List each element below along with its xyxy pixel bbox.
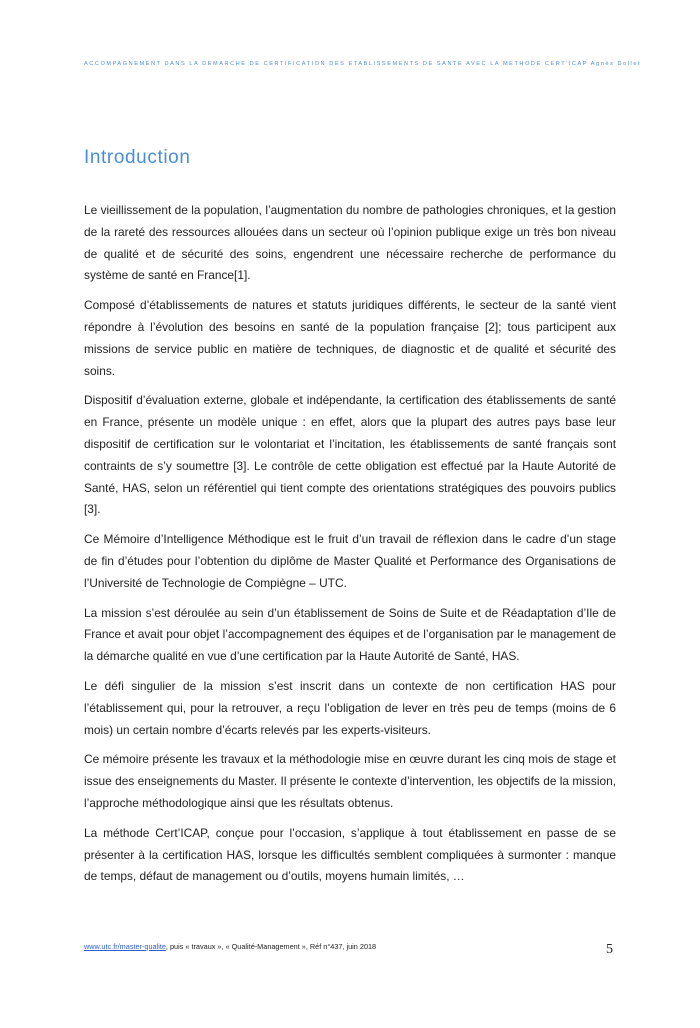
paragraph-1: Le vieillissement de la population, l’augmentation du nombre de pathologies chroniques, et la gestion de la rareté des ressources allouées dans un secteur où l’opinion publique exige un très bon niveau de qualité et de sécurité des soins, engendrent une nécessaire recherche de performance du système de santé en France[1]. bbox=[84, 203, 616, 283]
section-title: Introduction bbox=[84, 147, 191, 168]
paragraph-7: Ce mémoire présente les travaux et la méthodologie mise en œuvre durant les cinq mois de stage et issue des enseignements du Master. Il présente le contexte d’intervention, les objectifs de la mission, l’approche méthodologique ainsi que les résultats obtenus. bbox=[84, 752, 616, 810]
footer-citation-text: , puis « travaux », « Qualité-Management », Réf n°437, juin 2018 bbox=[165, 942, 377, 951]
paragraph-3: Dispositif d’évaluation externe, globale et indépendante, la certification des établissements de santé en France, présente un modèle unique : en effet, alors que la plupart des autres pays base leur dispositif de certification sur le volontariat et l’incitation, les établissements de santé français sont contraints de s’y soumettre [3]. Le contrôle de cette obligation est effectué par la Haute Autorité de Santé, HAS, selon un référentiel qui tient compte des orientations stratégiques des pouvoirs publics [3]. bbox=[84, 393, 616, 517]
page-number: 5 bbox=[606, 942, 613, 957]
paragraph-4: Ce Mémoire d’Intelligence Méthodique est le fruit d’un travail de réflexion dans le cadre d’un stage de fin d’études pour l’obtention du diplôme de Master Qualité et Performance des Organisations de l’Université de Technologie de Compiègne – UTC. bbox=[84, 532, 616, 590]
footer-link[interactable]: www.utc.fr/master-qualite bbox=[84, 942, 166, 951]
footer-citation bbox=[84, 942, 376, 951]
body-text bbox=[84, 200, 616, 896]
paragraph-8: La méthode Cert’ICAP, conçue pour l’occasion, s’applique à tout établissement en passe de se présenter à la certification HAS, lorsque les difficultés semblent compliquées à surmonter : manque de temps, défaut de management ou d’outils, moyens humain limités, … bbox=[84, 825, 616, 884]
paragraph-6: Le défi singulier de la mission s’est inscrit dans un contexte de non certification HAS pour l’établissement qui, pour la retrouver, a reçu l’obligation de lever en très peu de temps (moins de 6 mois) un certain nombre d’écarts relevés par les experts-visiteurs. bbox=[84, 678, 616, 737]
paragraph-5: La mission s’est déroulée au sein d’un établissement de Soins de Suite et de Réadaptation d’Ile de France et avait pour objet l’accompagnement des équipes et de l’organisation par le management de la démarche qualité en vue d’une certification par la Haute Autorité de Santé, HAS. bbox=[84, 605, 616, 664]
paragraph-2: Composé d’établissements de natures et statuts juridiques différents, le secteur de la santé vient répondre à l’évolution des besoins en santé de la population française [2]; tous participent aux missions de service public en matière de techniques, de diagnostic et de qualité et sécurité des soins. bbox=[84, 298, 616, 378]
running-header: ACCOMPAGNEMENT DANS LA DEMARCHE DE CERTIFICATION DES ETABLISSEMENTS DE SANTE AVEC LA METHODE CERT'ICAP Agnès Dollet bbox=[84, 61, 642, 67]
